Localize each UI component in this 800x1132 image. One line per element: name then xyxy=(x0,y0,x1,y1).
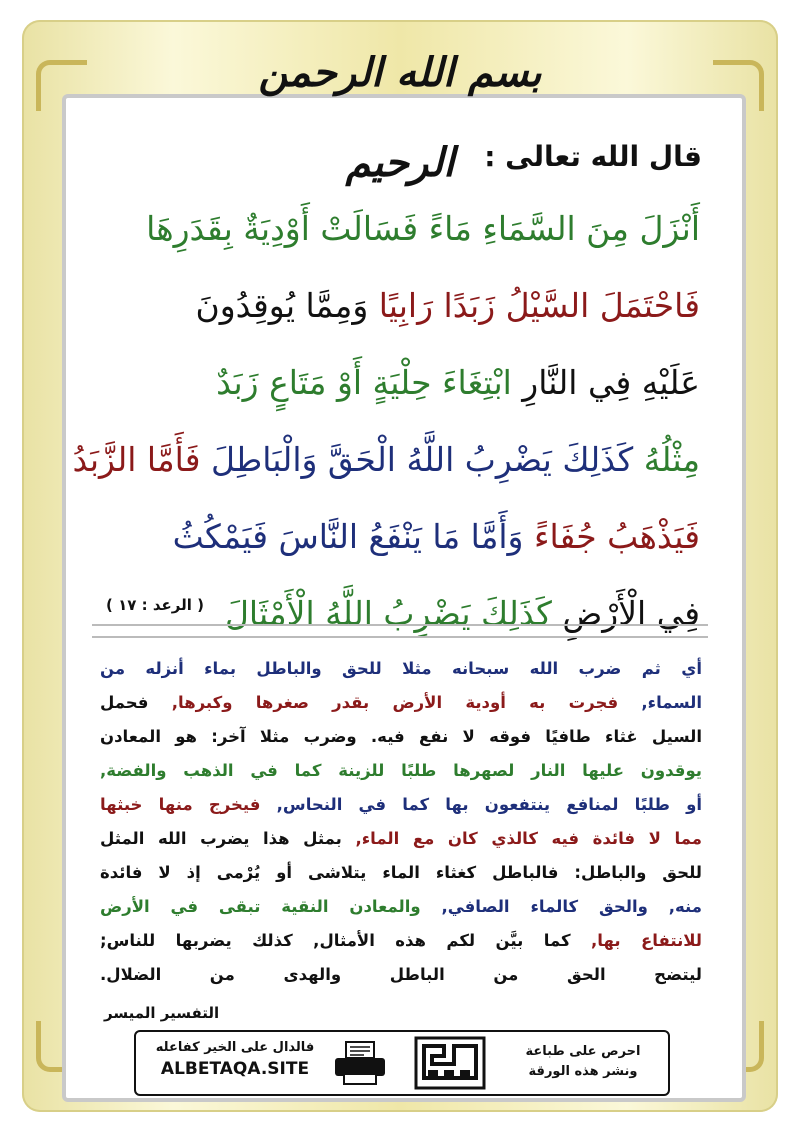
tafsir-line-segment: فيخرج منها خبثها xyxy=(100,795,261,814)
verse-line-segment: أَنْزَلَ مِنَ السَّمَاءِ مَاءً فَسَالَتْ أَوْدِيَةٌ بِقَدَرِهَا xyxy=(146,209,700,248)
footer-print-reminder xyxy=(508,1042,658,1082)
verse-line-segment: فِي الْأَرْضِ xyxy=(551,594,700,633)
tafsir-line-segment: يوقدون عليها النار لصهرها طلبًا للزينة كما في الذهب والفضة, xyxy=(100,761,702,780)
verse-line-segment: وَأَمَّا مَا يَنْفَعُ النَّاسَ فَيَمْكُثُ xyxy=(172,517,524,556)
tafsir-line-segment: للانتفاع بها, xyxy=(570,931,702,950)
footer-site-url: ALBETAQA.SITE xyxy=(160,1059,310,1079)
tafsir-line xyxy=(100,788,702,822)
tafsir-line-segment: فجرت به أودية الأرض بقدر صغرها وكبرها, xyxy=(171,693,619,712)
footer-bar xyxy=(134,1030,670,1096)
verse-line xyxy=(100,344,700,421)
tafsir-line-segment: السيل غثاء طافيًا فوقه لا نفع فيه. وضرب مثلا آخر: هو المعادن xyxy=(100,727,702,746)
verse-line-segment: مِثْلُهُ xyxy=(633,440,700,479)
tafsir-line-segment: منه, والحق كالماء الصافي, xyxy=(420,897,702,916)
printer-icon xyxy=(332,1040,388,1086)
verse-line xyxy=(100,190,700,267)
basmala-calligraphy: بسم الله الرحمن الرحيم xyxy=(258,49,542,186)
verse-line-segment: كَذَلِكَ يَضْرِبُ اللَّهُ الْحَقَّ وَالْبَاطِلَ xyxy=(200,440,634,479)
tafsir-line xyxy=(100,754,702,788)
verse-line-segment: كَذَلِكَ يَضْرِبُ اللَّهُ الْأَمْثَالَ xyxy=(224,594,552,633)
verse-citation: ( الرعد : ١٧ ) xyxy=(106,596,204,614)
tafsir-line xyxy=(100,924,702,958)
tafsir-source: التفسير الميسر xyxy=(104,1004,220,1022)
tafsir-line xyxy=(100,822,702,856)
tafsir-line-segment: السماء, xyxy=(618,693,702,712)
section-divider xyxy=(92,624,708,638)
tafsir-line-segment: كما بيَّن لكم هذه الأمثال, كذلك يضربها للناس; xyxy=(100,931,571,950)
tafsir-line xyxy=(100,890,702,924)
quran-verses xyxy=(72,190,700,652)
tafsir-line xyxy=(100,720,702,754)
verse-line-segment: عَلَيْهِ فِي النَّارِ xyxy=(511,363,700,402)
tafsir-line xyxy=(100,958,702,992)
tafsir-line xyxy=(100,856,702,890)
dawah-logo-icon xyxy=(414,1036,486,1090)
verse-line-segment: فَاحْتَمَلَ السَّيْلُ زَبَدًا رَابِيًا xyxy=(368,286,700,325)
tafsir-line-segment: أي ثم ضرب الله سبحانه مثلا للحق والباطل بماء أنزله من xyxy=(100,659,702,678)
tafsir-line-segment: فحمل xyxy=(100,693,172,712)
tafsir-line-segment: مما لا فائدة فيه كالذي كان مع الماء, xyxy=(341,829,703,848)
footer-reminder-line2: ونشر هذه الورقة xyxy=(528,1064,638,1079)
verse-line xyxy=(100,267,700,344)
verse-line xyxy=(72,421,700,498)
footer-motto: فالدال على الخير كفاعله xyxy=(155,1040,315,1055)
verse-line-segment: ابْتِغَاءَ حِلْيَةٍ أَوْ مَتَاعٍ زَبَدٌ xyxy=(216,363,512,402)
tafsir-line-segment: ليتضح الحق من الباطل والهدى من الضلال. xyxy=(100,965,702,984)
tafsir-line-segment: بمثل هذا يضرب الله المثل xyxy=(100,829,342,848)
tafsir-line-segment: أو طلبًا لمنافع ينتفعون بها كما في النحاس, xyxy=(260,795,702,814)
verse-line xyxy=(100,498,700,575)
footer-reminder-line1: احرص على طباعة xyxy=(525,1044,641,1059)
verse-line-segment: فَأَمَّا الزَّبَدُ xyxy=(72,440,201,479)
tafsir-line-segment: والمعادن النقية تبقى في الأرض xyxy=(100,897,421,916)
tafsir-line xyxy=(100,686,702,720)
tafsir-line xyxy=(100,652,702,686)
verse-line-segment: فَيَذْهَبُ جُفَاءً xyxy=(523,517,700,556)
tafsir-line-segment: للحق والباطل: فالباطل كغثاء الماء يتلاشى أو يُرْمى إذ لا فائدة xyxy=(100,863,702,882)
footer-site-block xyxy=(146,1040,324,1079)
verse-line-segment: وَمِمَّا يُوقِدُونَ xyxy=(195,286,369,325)
tafsir-text xyxy=(100,652,702,992)
intro-heading: قال الله تعالى : xyxy=(484,140,702,173)
